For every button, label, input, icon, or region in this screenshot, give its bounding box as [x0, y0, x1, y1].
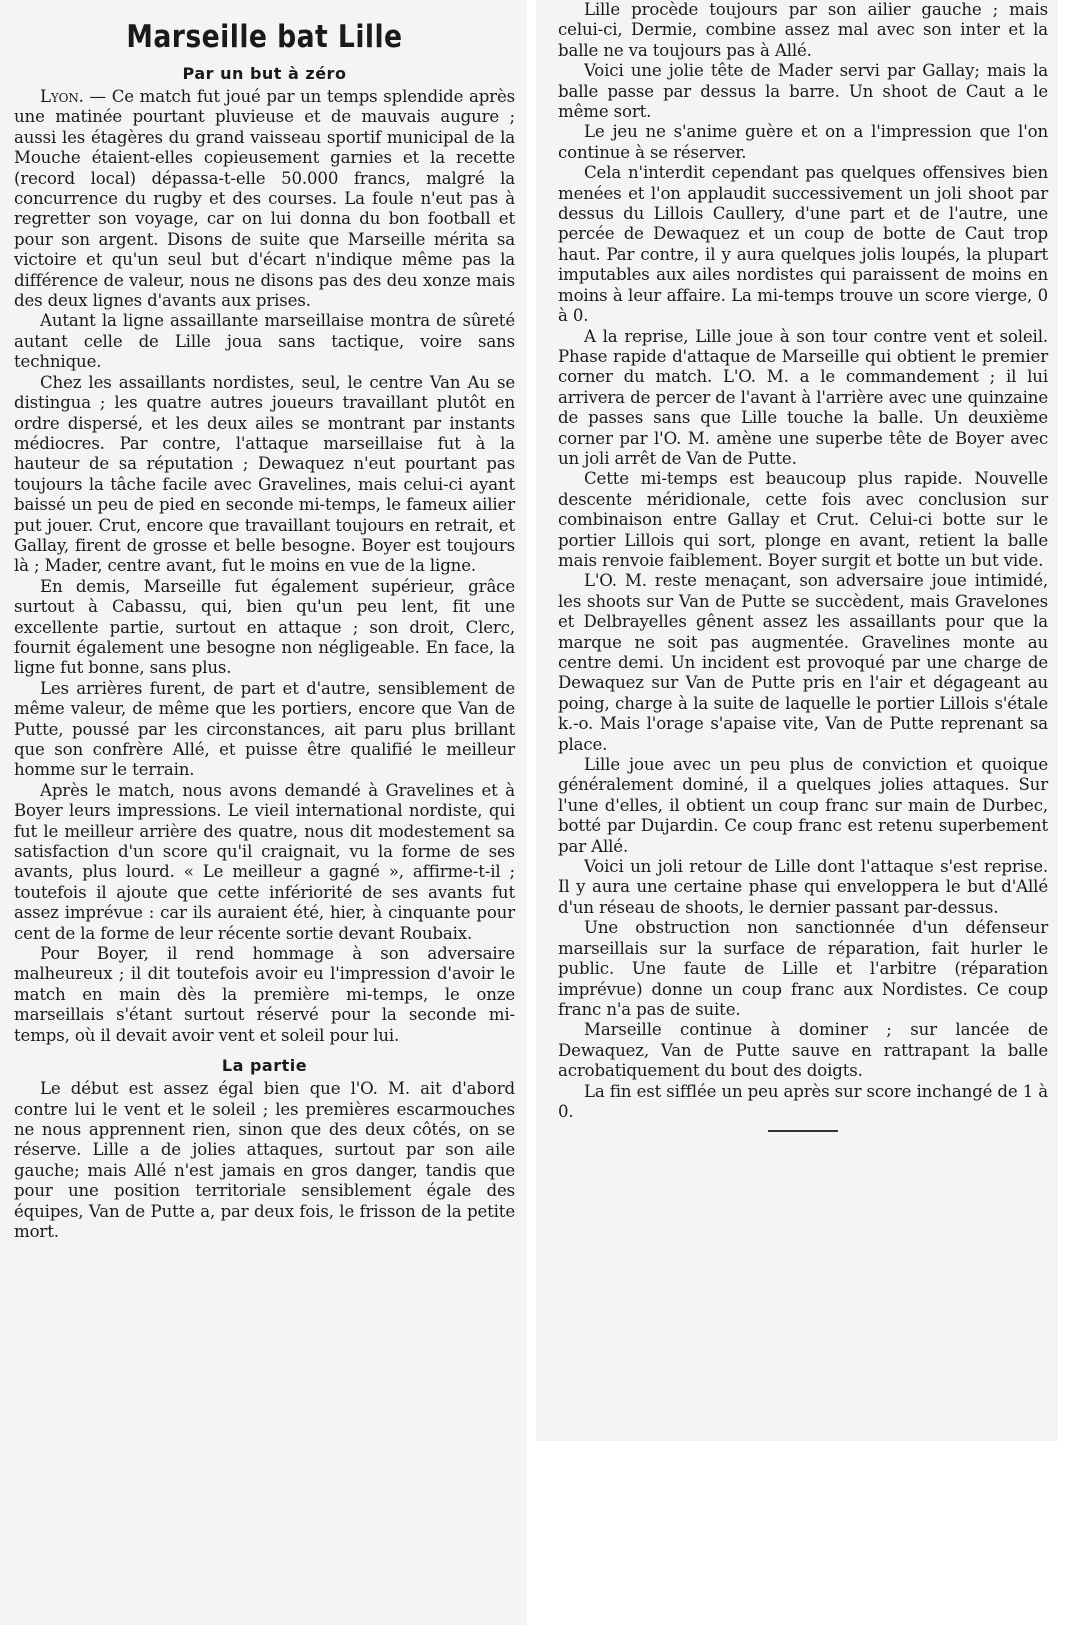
article-paragraph: Marseille continue à dominer ; sur lancée de Dewaquez, Van de Putte sauve en rattrapant la balle acrobatiquement du bout des doigts.: [558, 1020, 1048, 1081]
article-paragraph: Voici un joli retour de Lille dont l'attaque s'est reprise. Il y aura une certaine phase qui enveloppera le but d'Allé d'un réseau de shoots, le dernier passant par-dessus.: [558, 857, 1048, 917]
article-paragraph: La fin est sifflée un peu après sur score inchangé de 1 à 0.: [558, 1081, 1048, 1121]
right-column-clipping: [536, 0, 1058, 1441]
article-paragraph: Cette mi-temps est beaucoup plus rapide. Nouvelle descente méridionale, cette fois avec conclusion sur combinaison entre Gallay et Crut. Celui-ci botte sur le portier Lillois qui sort, plonge en avant, retient la balle mais renvoie faiblement. Boyer surgit et botte un but vide.: [558, 469, 1048, 570]
article-paragraph: Voici une jolie tête de Mader servi par Gallay; mais la balle passe par dessus la barre. Un shoot de Caut a le même sort.: [558, 61, 1048, 122]
article-paragraph: Après le match, nous avons demandé à Gravelines et à Boyer leurs impressions. Le vieil international nordiste, qui fut le meilleur arrière des quatre, nous dit modestement sa satisfaction d'un score qu'il craignait, vu la forme de ses avants, plus lourd. « Le meilleur a gagné », affirme-t-il ; toutefois il ajoute que cette infériorité de ses avants fut assez imprévue : car ils auraient été, hier, à cinquante pour cent de la forme de leur récente sortie devant Roubaix.: [14, 780, 515, 943]
article-paragraph: Une obstruction non sanctionnée d'un défenseur marseillais sur la surface de réparation, fait hurler le public. Une faute de Lille et l'arbitre (réparation imprévue) donne un coup franc aux Nordistes. Ce coup franc n'a pas de suite.: [558, 918, 1048, 1019]
article-paragraph: Chez les assaillants nordistes, seul, le centre Van Au se distingua ; les quatre autres joueurs travaillant plutôt en ordre dispersé, et les deux ailes se montrant par instants médiocres. Par contre, l'attaque marseillaise fut à la hauteur de sa réputation ; Dewaquez n'eut pourtant pas toujours la tâche facile avec Gravelines, mais celui-ci ayant baissé un peu de pied en seconde mi-temps, le fameux ailier put jouer. Crut, encore que travaillant toujours en retrait, et Gallay, firent de grosse et belle besogne. Boyer est toujours là ; Mader, centre avant, fut le moins en vue de la ligne.: [14, 372, 515, 576]
section-heading: La partie: [221, 1056, 308, 1076]
article-paragraph: En demis, Marseille fut également supérieur, grâce surtout à Cabassu, qui, bien qu'un peu lent, fit une excellente partie, surtout en attaque ; son droit, Clerc, fournit également une besogne non négligeable. En face, la ligne fut bonne, sans plus.: [14, 576, 515, 678]
article-paragraph: Pour Boyer, il rend hommage à son adversaire malheureux ; il dit toutefois avoir eu l'impression d'avoir le match en main dès la première mi-temps, le onze marseillais s'étant surtout réservé pour la seconde mi-temps, où il devait avoir vent et soleil pour lui.: [14, 944, 515, 1045]
article-paragraph: Les arrières furent, de part et d'autre, sensiblement de même valeur, de même que les portiers, encore que Van de Putte, poussé par les circonstances, ait paru plus brillant que son confrère Allé, et puisse être qualifié le meilleur homme sur le terrain.: [14, 678, 515, 780]
left-column-clipping: [0, 0, 527, 1625]
dateline: Lyon.: [40, 87, 84, 106]
article-paragraph: Le jeu ne s'anime guère et on a l'impression que l'on continue à se réserver.: [558, 122, 1048, 162]
article-headline: Marseille bat Lille: [126, 19, 403, 55]
article-paragraph: L'O. M. reste menaçant, son adversaire joue intimidé, les shoots sur Van de Putte se succèdent, mais Gravelones et Delbrayelles gênent assez les assaillants pour que la marque ne soit pas augmentée. Gravelines monte au centre demi. Un incident est provoqué par une charge de Dewaquez sur Van de Putte pris en l'air et dégageant au poing, charge à la suite de laquelle le portier Lillois s'étale k.-o. Mais l'orage s'apaise vite, Van de Putte reprenant sa place.: [558, 571, 1048, 754]
end-of-article-rule: [768, 1130, 838, 1132]
article-subheadline: Par un but à zéro: [182, 64, 347, 83]
article-paragraph: Lyon. — Ce match fut joué par un temps splendide après une matinée pourtant pluvieuse et de mauvais augure ; aussi les étagères du grand vaisseau sportif municipal de la Mouche étaient-elles copieusement garnies et la recette (record local) dépassa-t-elle 50.000 francs, malgré la concurrence du rugby et des courses. La foule n'eut pas à regretter son voyage, car on lui donna du bon football et pour son argent. Disons de suite que Marseille mérita sa victoire et qu'un seul but d'écart n'indique même pas la différence de valeur, nous ne disons pas des deu xonze mais des deux lignes d'avants aux prises.: [14, 87, 515, 311]
article-paragraph: Autant la ligne assaillante marseillaise montra de sûreté autant celle de Lille joua sans tactique, voire sans technique.: [14, 311, 515, 372]
article-paragraph: A la reprise, Lille joue à son tour contre vent et soleil. Phase rapide d'attaque de Marseille qui obtient le premier corner du match. L'O. M. a le commandement ; il lui arrivera de percer de l'avant à l'arrière avec une quinzaine de passes sans que Lille touche la balle. Un deuxième corner par l'O. M. amène une superbe tête de Boyer avec un joli arrêt de Van de Putte.: [558, 326, 1048, 468]
article-paragraph: Lille joue avec un peu plus de conviction et quoique généralement dominé, il a quelques jolies attaques. Sur l'une d'elles, il obtient un coup franc sur main de Durbec, botté par Dujardin. Ce coup franc est retenu superbement par Allé.: [558, 755, 1048, 856]
article-paragraph: Cela n'interdit cependant pas quelques offensives bien menées et l'on applaudit successivement un joli shoot par dessus du Lillois Caullery, d'une part et de l'autre, une percée de Dewaquez et un coup de botte de Caut trop haut. Par contre, il y aura quelques jolis loupés, la plupart imputables aux ailes nordistes qui paraissent de moins en moins à leur affaire. La mi-temps trouve un score vierge, 0 à 0.: [558, 163, 1048, 326]
article-paragraph: Le début est assez égal bien que l'O. M. ait d'abord contre lui le vent et le soleil ; les premières escarmouches ne nous apprennent rien, sinon que des deux côtés, on se réserve. Lille a de jolies attaques, surtout par son aile gauche; mais Allé n'est jamais en gros danger, tandis que pour une position territoriale sensiblement égale des équipes, Van de Putte a, par deux fois, le frisson de la petite mort.: [14, 1079, 515, 1241]
article-paragraph: Lille procède toujours par son ailier gauche ; mais celui-ci, Dermie, combine assez mal avec son inter et la balle ne va toujours pas à Allé.: [558, 0, 1048, 60]
